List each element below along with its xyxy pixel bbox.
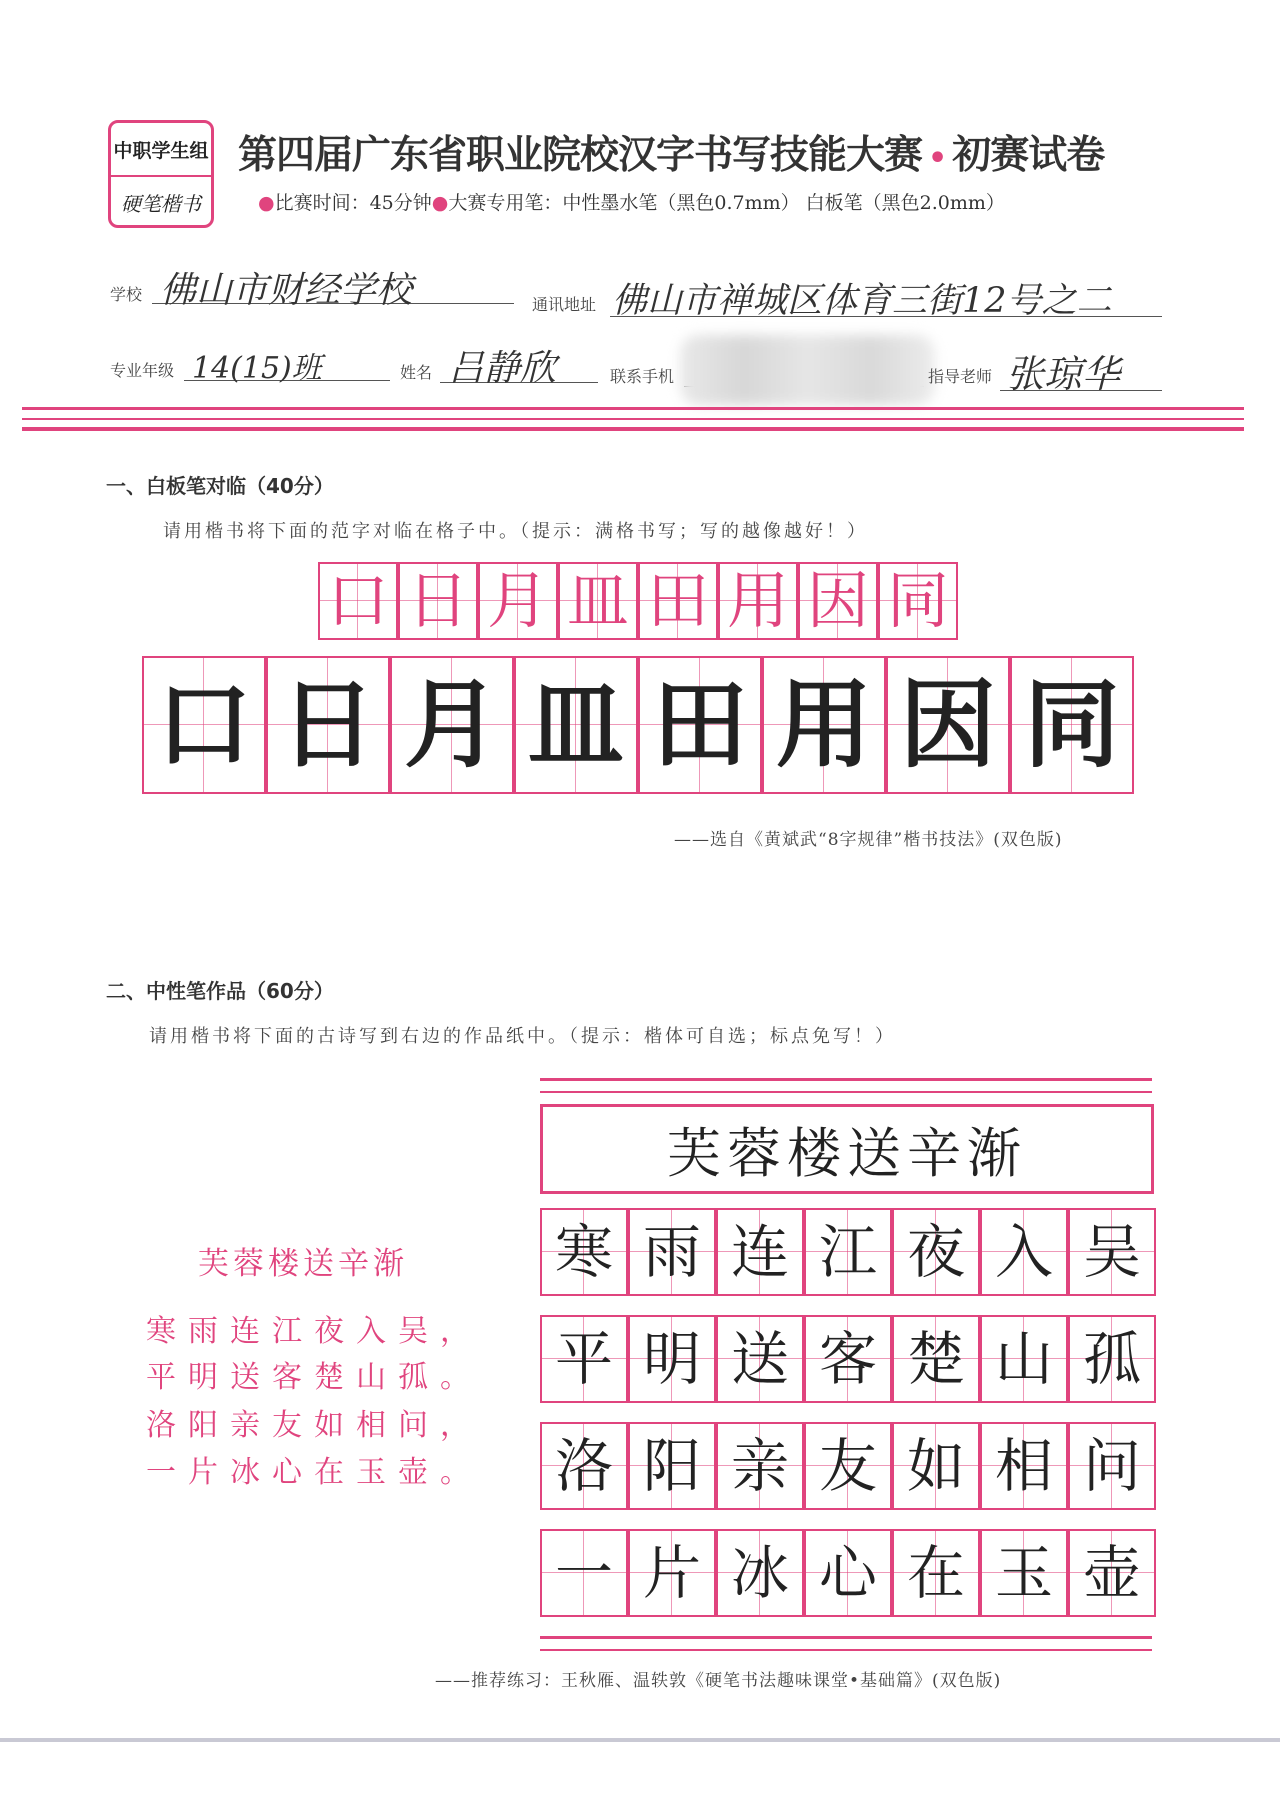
redacted-phone [680,335,935,405]
model-character: 月 [486,564,549,637]
section1-instruction: 请用楷书将下面的范字对临在格子中。（提示：满格书写；写的越像越好！） [163,521,868,542]
copy-character: 田 [652,668,748,781]
model-character: 用 [726,564,789,637]
poem-character: 片 [642,1539,701,1607]
poem-title: 芙蓉楼送辛渐 [198,1246,408,1282]
model-character: 日 [406,564,469,637]
copy-grid-cell[interactable] [514,656,638,794]
poem-grid-cell[interactable] [892,1529,980,1617]
poem-grid-cell[interactable] [1068,1208,1156,1296]
poem-grid-cell[interactable] [892,1315,980,1403]
poem-character: 相 [994,1432,1053,1500]
poem-grid-cell[interactable] [628,1315,716,1403]
poem-character: 江 [818,1218,877,1286]
poem-character: 寒 [554,1218,613,1286]
model-grid-cell [398,562,478,640]
copy-character: 因 [900,668,996,781]
copy-character: 口 [156,668,252,781]
poem-character: 平 [554,1325,613,1393]
copy-character: 用 [776,668,872,781]
model-grid-cell [798,562,878,640]
poem-line: 平明送客楚山孤。 [146,1360,482,1395]
model-grid-cell [558,562,638,640]
poem-character: 夜 [906,1218,965,1286]
poem-grid-cell[interactable] [540,1529,628,1617]
poem-grid-cell[interactable] [804,1315,892,1403]
poem-character: 入 [994,1218,1053,1286]
page-bottom-line [0,1738,1280,1742]
poem-grid-cell[interactable] [628,1422,716,1510]
work-title-box[interactable]: 芙蓉楼送辛渐 [540,1104,1154,1194]
header-divider-thick [22,427,1244,431]
copy-grid-cell[interactable] [886,656,1010,794]
work-paper-top-border [540,1078,1152,1093]
poem-grid-cell[interactable] [1068,1422,1156,1510]
poem-character: 如 [906,1432,965,1500]
copy-grid-cell[interactable] [1010,656,1134,794]
section1-source: ——选自《黄斌武“8字规律”楷书技法》(双色版) [674,830,1063,850]
school-label: 学校 [110,285,143,304]
poem-character: 洛 [554,1432,613,1500]
model-character: 同 [886,564,949,637]
poem-grid-cell[interactable] [980,1208,1068,1296]
copy-character: 同 [1024,668,1120,781]
copy-grid-cell[interactable] [266,656,390,794]
poem-character: 雨 [642,1218,701,1286]
poem-grid-cell[interactable] [540,1315,628,1403]
section2-source: ——推荐练习：王秋雁、温轶敦《硬笔书法趣味课堂•基础篇》(双色版) [435,1671,1002,1691]
major-label: 专业年级 [110,361,175,380]
phone-label: 联系手机 [610,367,675,386]
poem-grid-cell[interactable] [540,1208,628,1296]
model-grid-cell [318,562,398,640]
poem-grid-cell[interactable] [1068,1315,1156,1403]
poem-character: 壶 [1082,1539,1141,1607]
poem-grid-cell[interactable] [716,1208,804,1296]
major-value: 14(15)班 [192,351,322,386]
poem-line: 一片冰心在玉壶。 [146,1455,482,1490]
model-character: 皿 [566,564,629,637]
poem-grid-cell[interactable] [980,1422,1068,1510]
pen-info: 大赛专用笔：中性墨水笔（黑色0.7mm） 白板笔（黑色2.0mm） [448,192,1005,214]
copy-grid-cell[interactable] [762,656,886,794]
poem-grid-cell[interactable] [540,1422,628,1510]
poem-line: 洛阳亲友如相问， [146,1408,482,1443]
poem-grid-cell[interactable] [804,1422,892,1510]
name-value: 吕静欣 [448,348,557,389]
poem-grid-cell[interactable] [716,1529,804,1617]
poem-character: 孤 [1082,1325,1141,1393]
model-character: 口 [326,564,389,637]
header-divider [22,407,1244,420]
poem-grid-cell[interactable] [1068,1529,1156,1617]
badge-category: 硬笔楷书 [121,191,201,216]
badge-group: 中职学生组 [111,123,211,177]
copy-character: 月 [404,668,500,781]
poem-grid-cell[interactable] [716,1422,804,1510]
poem-character: 楚 [906,1325,965,1393]
model-character: 田 [646,564,709,637]
model-grid-cell [878,562,958,640]
poem-grid-cell[interactable] [628,1529,716,1617]
model-grid-cell [638,562,718,640]
model-character: 因 [806,564,869,637]
poem-character: 山 [994,1325,1053,1393]
work-paper-bottom-border [540,1636,1152,1651]
model-grid-cell [478,562,558,640]
copy-character: 皿 [528,668,624,781]
poem-character: 连 [730,1218,789,1286]
title-dot: • [928,141,947,176]
poem-character: 在 [906,1539,965,1607]
poem-grid-cell[interactable] [628,1208,716,1296]
page-title [238,124,1104,180]
poem-character: 客 [818,1325,877,1393]
section2-heading: 二、中性笔作品（60分） [106,979,334,1003]
section1-heading: 一、白板笔对临（40分） [106,474,334,498]
copy-character: 日 [280,668,376,781]
model-grid-cell [718,562,798,640]
group-badge [108,120,214,228]
poem-character: 吴 [1082,1218,1141,1286]
copy-grid-cell[interactable] [638,656,762,794]
poem-grid-cell[interactable] [892,1422,980,1510]
poem-character: 玉 [994,1539,1053,1607]
poem-character: 阳 [642,1432,701,1500]
poem-grid-cell[interactable] [980,1529,1068,1617]
title-main: 第四届广东省职业院校汉字书写技能大赛 [238,133,923,178]
poem-grid-cell[interactable] [980,1315,1068,1403]
teacher-label: 指导老师 [928,367,993,386]
poem-grid-cell[interactable] [716,1315,804,1403]
address-value: 佛山市禅城区体育三街12号之二 [612,281,1112,321]
copy-grid-cell[interactable] [390,656,514,794]
poem-grid-cell[interactable] [804,1529,892,1617]
teacher-value: 张琼华 [1006,352,1121,396]
copy-grid-cell[interactable] [142,656,266,794]
poem-character: 明 [642,1325,701,1393]
poem-line: 寒雨连江夜入吴， [146,1314,482,1349]
bullet-icon: ● [258,192,275,214]
poem-grid-cell[interactable] [804,1208,892,1296]
poem-character: 心 [818,1539,877,1607]
poem-character: 送 [730,1325,789,1393]
page-subtitle [258,188,1005,215]
title-end: 初赛试卷 [952,133,1105,178]
school-value: 佛山市财经学校 [160,270,413,311]
poem-character: 友 [818,1432,877,1500]
poem-character: 问 [1082,1432,1141,1500]
bullet-icon: ● [431,192,449,214]
poem-character: 一 [554,1539,613,1607]
poem-character: 亲 [730,1432,789,1500]
address-label: 通讯地址 [532,295,597,314]
poem-grid-cell[interactable] [892,1208,980,1296]
name-label: 姓名 [400,363,433,382]
poem-character: 冰 [730,1539,789,1607]
time-info: 比赛时间：45分钟 [274,192,432,214]
section2-instruction: 请用楷书将下面的古诗写到右边的作品纸中。（提示：楷体可自选；标点免写！） [149,1026,896,1047]
